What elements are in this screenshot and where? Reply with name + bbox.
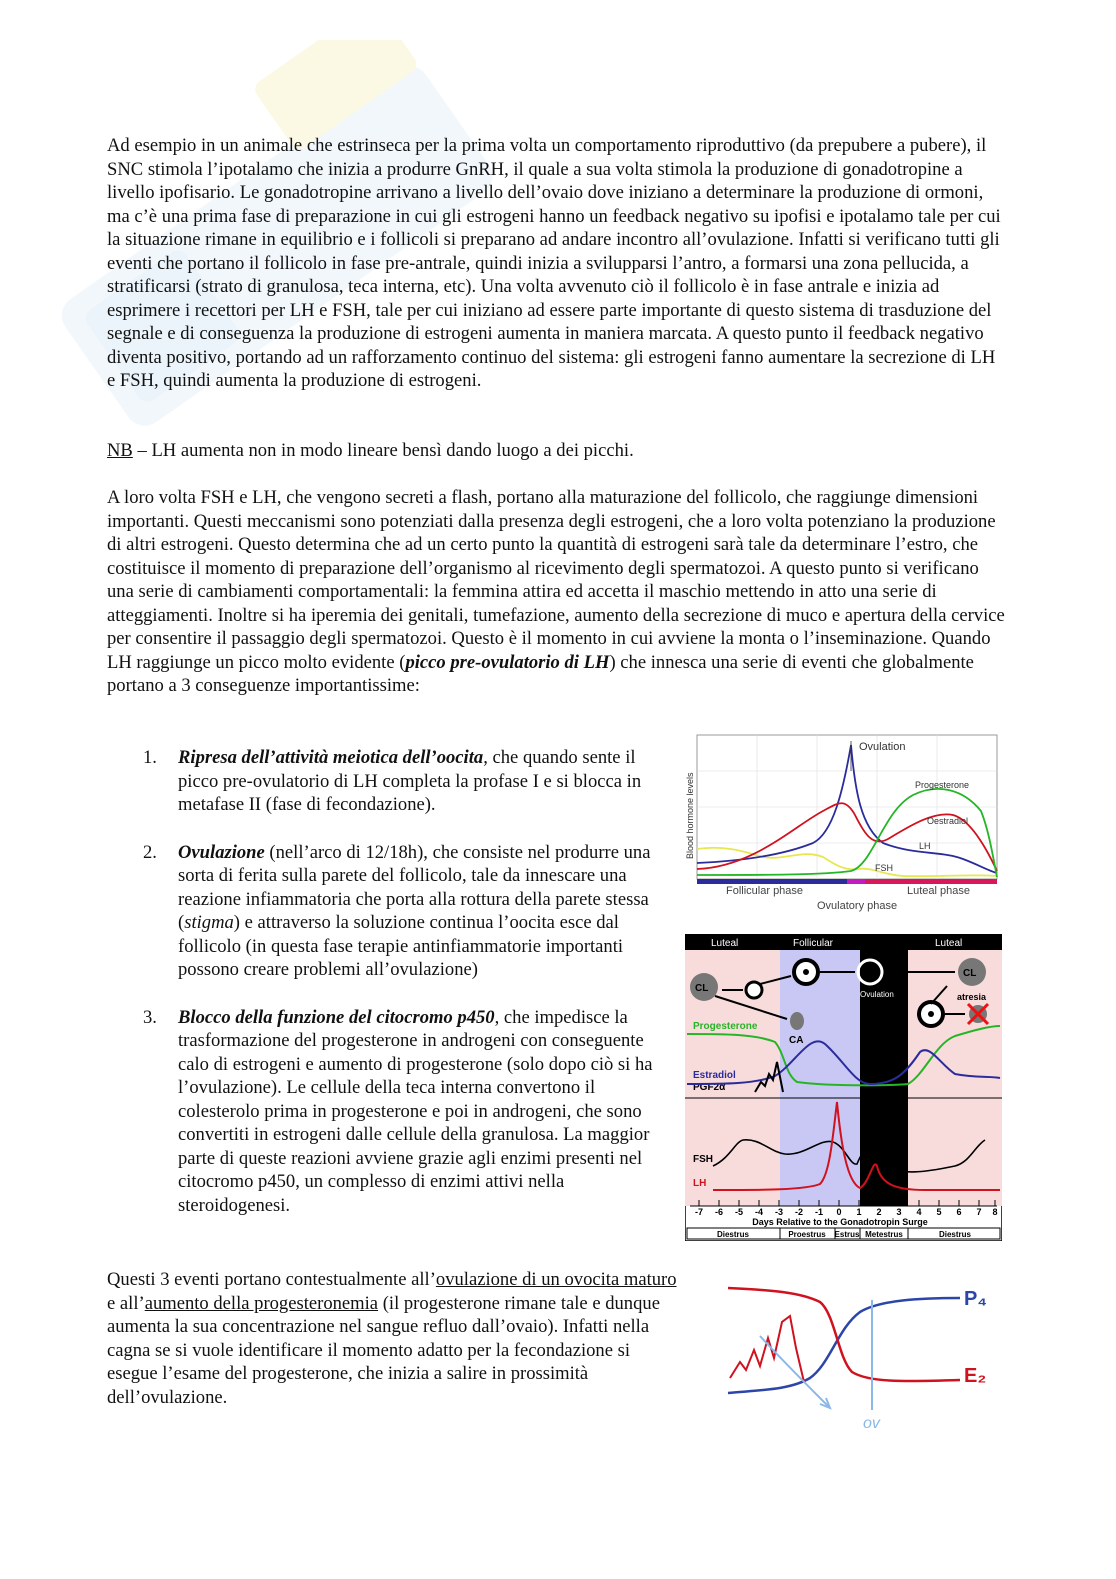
f1-luteal-bar	[865, 879, 997, 884]
list-item	[143, 1006, 673, 1218]
f2-tick: 2	[876, 1207, 882, 1217]
f2-stage: Metestrus	[865, 1230, 903, 1239]
f2-stage: Proestrus	[788, 1230, 826, 1239]
f2-tick: 5	[936, 1207, 942, 1217]
f2-fsh-label: FSH	[693, 1154, 713, 1165]
f2-xlabel: Days Relative to the Gonadotropin Surge	[752, 1217, 928, 1227]
f3-p4-curve	[728, 1298, 960, 1393]
f2-ca-label: CA	[789, 1035, 804, 1046]
f2-tick: -7	[694, 1207, 704, 1217]
list-item-text: (nell’arco di 12/18h), che consiste nel produrre una sorta di ferita sulla parete del follicolo, tale da innescare una reazione infiammatoria che porta alla rottura della parete stessa (	[178, 841, 651, 933]
f3-p4-label: P₄	[964, 1288, 987, 1310]
f2-tick: -6	[714, 1207, 724, 1217]
f2-pgf-label: PGF2α	[693, 1082, 726, 1093]
consequences-list	[143, 746, 673, 1217]
list-number: 1.	[143, 747, 157, 768]
list-item-title: Ripresa dell’attività meiotica dell’oocita	[178, 747, 484, 768]
f2-tick: 8	[992, 1207, 998, 1217]
f2-ovulation-label: Ovulation	[860, 990, 894, 999]
list-item-title: Ovulazione	[178, 841, 265, 863]
f2-stage: Diestrus	[938, 1230, 972, 1239]
lh-peak-paragraph	[107, 486, 1007, 698]
f3-lh-peaks	[730, 1316, 804, 1382]
f1-ylabel: Blood hormone levels	[685, 772, 695, 859]
lh-peak-emphasis: picco pre-ovulatorio di LH	[405, 651, 610, 673]
f1-fsh-label: FSH	[875, 863, 893, 873]
f1-ovulatory-bar	[847, 879, 865, 884]
f2-cl-left: CL	[695, 983, 709, 994]
nb-label: NB	[107, 440, 133, 461]
list-item-text: , che impedisce la trasformazione del progesterone in androgeni con conseguente calo di estrogeni e aumento di progesterone (solo dopo ciò si ha l’ovulazione). Le cellule della teca interna convertono il colesterolo prima in progesterone e poi in androgeni, che sono convertiti in estrogeni dalle cellule della granulosa. La maggior parte di queste reazioni avviene grazie agli enzimi presenti nel citocromo p450, un complesso di enzimi attivi nella steroidogenesi.	[178, 1006, 653, 1216]
f2-progesterone-label: Progesterone	[693, 1021, 758, 1032]
f2-tick: -3	[774, 1207, 784, 1217]
f2-tick: 6	[956, 1207, 962, 1217]
f1-ovulation-label: Ovulation	[859, 741, 906, 753]
list-item	[143, 746, 673, 817]
f2-tick: 0	[836, 1207, 842, 1217]
f1-lh-label: LH	[919, 841, 931, 851]
f1-luteal-label: Luteal phase	[907, 885, 970, 897]
list-item	[143, 841, 673, 982]
f3-e2-curve	[728, 1288, 960, 1381]
f3-ov-label: ov	[863, 1415, 880, 1432]
f2-follicular-label: Follicular	[793, 938, 834, 949]
list-item-text: ) e attraverso la soluzione continua l’oocita esce dal follicolo (in questa fase terapie antinfiammatorie importanti possono creare problemi all’ovulazione)	[178, 912, 624, 980]
f2-tick: 3	[896, 1207, 902, 1217]
list-number: 2.	[143, 841, 157, 863]
intro-paragraph: Ad esempio in un animale che estrinseca per la prima volta un comportamento riproduttivo (da prepubere a pubere), il SNC stimola l’ipotalamo che inizia a produrre GnRH, il quale a sua volta stimola la produzione di gonadotropine a livello ipofisario. Le gonadotropine arrivano a livello dell’ovaio dove iniziano a determinare la produzione di ormoni, ma c’è una prima fase di preparazione in cui gli estrogeni hanno un feedback negativo su ipofisi e ipotalamo tale per cui la situazione rimane in equilibrio e i follicoli si preparano ad andare incontro all’ovulazione. Infatti si verificano tutti gli eventi che portano il follicolo in fase pre-antrale, quindi inizia a svilupparsi l’antro, a formarsi una zona pellucida, a stratificarsi (strato di granulosa, teca interna, etc). Una volta avvenuto ciò il follicolo è in fase antrale e inizia ad esprimere i recettori per LH e FSH, tale per cui iniziano ad essere parte importante di questo sistema di trasduzione del segnale e di conseguenza la produzione di estrogeni aumenta in maniera marcata. A questo punto il feedback negativo diventa positivo, portando ad un rafforzamento continuo del sistema: gli estrogeni fanno aumentare la secrezione di LH e FSH, quindi aumenta la produzione di estrogeni.	[107, 135, 1001, 391]
hormone-cycle-figure	[683, 731, 1003, 915]
progesterone-estradiol-sketch	[720, 1278, 1000, 1438]
f2-tick: 1	[856, 1207, 862, 1217]
nb-note	[107, 439, 1007, 463]
list-item-title: Blocco della funzione del citocromo p450	[178, 1006, 495, 1028]
f1-follicular-label: Follicular phase	[726, 885, 804, 897]
f3-e2-label: E₂	[964, 1365, 987, 1387]
p2-text-before: A loro volta FSH e LH, che vengono secreti a flash, portano alla maturazione del follicolo, che raggiunge dimensioni importanti. Questi meccanismi sono potenziati dalla presenza degli estrogeni, che a loro volta potenziano la produzione di altri estrogeni. Questo determina che ad un certo punto la quantità di estrogeni sarà tale da determinare l’estro, che costituisce il momento di preparazione dell’organismo al ricevimento degli spermatozoi. A questo punto si verificano una serie di cambiamenti comportamentali: la femmina attira ed accetta il maschio mettendo in atto una serie di atteggiamenti. Inoltre si ha iperemia dei genitali, tumefazione, aumento della secrezione di muco e apertura della cervice per consentire il passaggio degli spermatozoi. Questo è il momento in cui avviene la monta o l’inseminazione. Quando LH raggiunge un picco molto evidente (	[107, 487, 1005, 673]
f2-stage: Estrus	[834, 1230, 860, 1239]
f1-ovulatory-label: Ovulatory phase	[817, 900, 898, 912]
final-text: Questi 3 eventi portano contestualmente all’	[107, 1269, 436, 1290]
final-text: (il progesterone rimane tale e dunque aumenta la sua concentrazione nel sangue refluo dall’ovaio). Infatti nella cagna se si vuole identificare il momento adatto per la fecondazione si esegue l’esame del progesterone, che inizia a salire in prossimità dell’ovulazione.	[107, 1292, 660, 1408]
stigma-term: stigma	[184, 912, 234, 933]
list-number: 3.	[143, 1006, 157, 1028]
list-item-text: , che quando sente il picco pre-ovulatorio di LH completa la profase I e si blocca in metafase II (fase di fecondazione).	[178, 747, 642, 815]
f2-atresia-label: atresia	[957, 992, 987, 1002]
f2-estradiol-label: Estradiol	[693, 1070, 736, 1081]
f1-progesterone-label: Progesterone	[915, 780, 970, 790]
mature-oocyte-underline: ovulazione di un ovocita maturo	[435, 1269, 677, 1290]
f2-tick: 4	[916, 1207, 922, 1217]
f2-luteal-left-label: Luteal	[711, 938, 739, 949]
f2-stage: Diestrus	[716, 1230, 750, 1239]
f2-tick: -5	[734, 1207, 744, 1217]
f1-follicular-bar	[697, 879, 847, 884]
f2-tick: -2	[794, 1207, 804, 1217]
f2-cl-right: CL	[963, 968, 977, 979]
final-paragraph	[107, 1268, 682, 1409]
f2-tick: -1	[814, 1207, 824, 1217]
f2-tick: -4	[754, 1207, 764, 1217]
p2-text-after: ) che innesca una serie di eventi che globalmente portano a 3 conseguenze importantissime:	[107, 651, 974, 696]
f2-tick: 7	[976, 1207, 982, 1217]
f2-lh-label: LH	[693, 1178, 707, 1189]
ovarian-cycle-figure	[685, 934, 1002, 1241]
f1-oestradiol-label: Oestradiol	[927, 816, 969, 826]
nb-text: – LH aumenta non in modo lineare bensì dando luogo a dei picchi.	[132, 440, 634, 461]
final-text: e all’	[107, 1292, 145, 1314]
progesteronemia-underline: aumento della progesteronemia	[144, 1292, 379, 1314]
f2-luteal-right-label: Luteal	[935, 938, 963, 949]
